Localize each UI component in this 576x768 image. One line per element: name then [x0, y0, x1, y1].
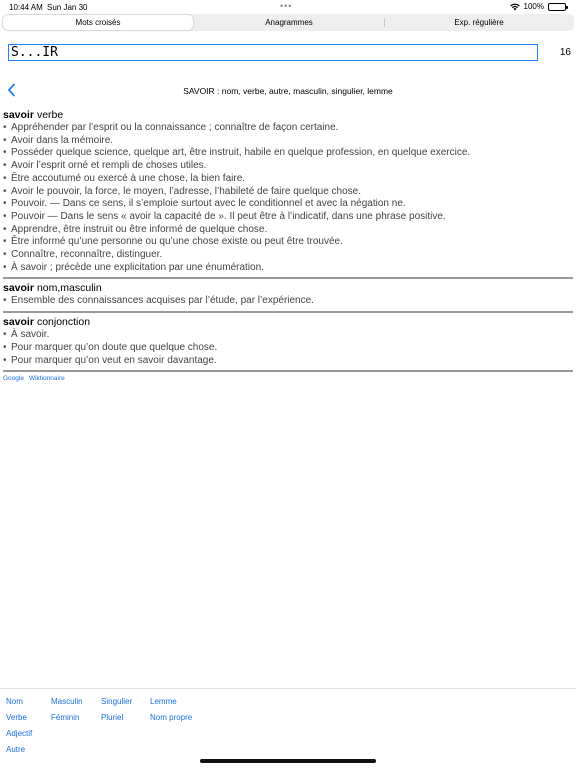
definition-item: [3, 160, 573, 173]
definition-item: [3, 355, 573, 368]
result-count: 16: [559, 47, 571, 58]
filter-verbe[interactable]: Verbe: [6, 713, 27, 722]
word-title-word: SAVOIR: [183, 86, 215, 96]
tab-anagrammes[interactable]: Anagrammes: [265, 18, 313, 27]
filter-lemme[interactable]: Lemme: [150, 697, 177, 706]
status-time: 10:44 AM: [9, 3, 43, 12]
definition-item: [3, 135, 573, 148]
entry-headword: savoir: [3, 316, 34, 329]
bullet-icon: •: [3, 341, 7, 353]
multitasking-dots-icon[interactable]: •••: [280, 1, 293, 11]
bullet-icon: •: [3, 210, 7, 222]
filter-feminin[interactable]: Féminin: [51, 713, 80, 722]
definition-text: Ensemble des connaissances acquises par l’étude, par l’expérience.: [11, 295, 314, 307]
entry-pos: verbe: [36, 109, 64, 121]
wiktionary-link[interactable]: Wiktionnaire: [28, 375, 65, 383]
definition-text: Avoir dans la mémoire.: [11, 134, 114, 146]
bullet-icon: •: [3, 185, 7, 197]
definition-text: Pouvoir — Dans le sens « avoir la capacité de ». Il peut être à l’indicatif, dans une phrase positive.: [11, 210, 446, 222]
definition-text: Connaître, reconnaître, distinguer.: [11, 249, 163, 261]
filter-nom[interactable]: Nom: [6, 697, 23, 706]
definition-text: Pouvoir. — Dans ce sens, il s’emploie surtout avec le conditionnel et avec la négation ne.: [11, 198, 406, 210]
bullet-icon: •: [3, 198, 7, 210]
bullet-icon: •: [3, 249, 7, 261]
filter-adjectif[interactable]: Adjectif: [6, 729, 33, 738]
filter-pluriel[interactable]: Pluriel: [101, 713, 124, 722]
definition-item: [3, 342, 573, 355]
battery-percent: 100%: [523, 2, 544, 11]
filter-autre[interactable]: Autre: [6, 745, 26, 754]
definition-text: Pour marquer qu’on doute que quelque chose.: [11, 341, 218, 353]
definition-item: [3, 329, 573, 342]
bullet-icon: •: [3, 223, 7, 235]
entry-verbe: [3, 109, 573, 279]
definition-item: [3, 236, 573, 249]
definition-item: [3, 147, 573, 160]
definition-text: Avoir l’esprit orné et rempli de choses utiles.: [11, 160, 207, 172]
filter-nom-propre[interactable]: Nom propre: [150, 713, 193, 722]
entry-pos: conjonction: [36, 316, 91, 329]
definition-item: [3, 173, 573, 186]
tab-mots-croises[interactable]: Mots croisés: [3, 15, 193, 30]
status-date: Sun Jan 30: [47, 3, 88, 12]
bullet-icon: •: [3, 147, 7, 159]
entry-heading: [3, 282, 573, 295]
definition-item: [3, 295, 573, 308]
definition-text: Apprendre, être instruit ou être informé de quelque chose.: [11, 223, 268, 235]
entry-heading: [3, 109, 573, 122]
entry-conjonction: [3, 316, 573, 372]
definition-item: [3, 249, 573, 262]
bullet-icon: •: [3, 122, 7, 133]
bullet-icon: •: [3, 295, 7, 307]
definition-item: [3, 224, 573, 237]
battery-icon: [548, 3, 566, 11]
google-link[interactable]: Google: [3, 375, 24, 383]
bullet-icon: •: [3, 172, 7, 184]
definition-item: [3, 198, 573, 211]
definition-text: Avoir le pouvoir, la force, le moyen, l’adresse, l’habileté de faire quelque chose.: [11, 185, 362, 197]
mode-segmented-control: [2, 14, 574, 31]
definition-item: [3, 122, 573, 135]
status-bar: [0, 0, 576, 14]
definition-text: À savoir ; précède une explicitation par une énumération.: [11, 261, 264, 273]
pattern-search-input[interactable]: [8, 44, 538, 61]
definition-text: Pour marquer qu’on veut en savoir davantage.: [11, 354, 217, 366]
definition-text: Posséder quelque science, quelque art, être instruit, habile en quelque profession, en quelque exercice.: [11, 147, 471, 159]
definitions-content: [3, 109, 573, 382]
status-right: [510, 2, 566, 11]
external-links: [3, 375, 573, 382]
tab-expression-reguliere[interactable]: Exp. régulière: [384, 14, 574, 31]
definition-text: Être informé qu’une personne ou qu’une chose existe ou peut être trouvée.: [11, 236, 343, 248]
bullet-icon: •: [3, 261, 7, 273]
bullet-icon: •: [3, 134, 7, 146]
word-title-tags: : nom, verbe, autre, masculin, singulier, lemme: [214, 86, 393, 96]
entry-pos: nom,masculin: [36, 282, 102, 295]
filter-bar-divider: [0, 688, 576, 689]
entry-nom-masculin: [3, 282, 573, 313]
definition-text: Appréhender par l’esprit ou la connaissance ; connaître de façon certaine.: [11, 122, 339, 133]
bullet-icon: •: [3, 160, 7, 172]
word-title: [0, 86, 576, 96]
definition-item: [3, 186, 573, 199]
definition-item: [3, 211, 573, 224]
entry-headword: savoir: [3, 109, 34, 121]
entry-heading: [3, 316, 573, 329]
filter-masculin[interactable]: Masculin: [51, 697, 83, 706]
bullet-icon: •: [3, 354, 7, 366]
filter-singulier[interactable]: Singulier: [101, 697, 133, 706]
bullet-icon: •: [3, 236, 7, 248]
bullet-icon: •: [3, 329, 7, 341]
definition-item: [3, 262, 573, 275]
definition-text: Être accoutumé ou exercé à une chose, la bien faire.: [11, 172, 246, 184]
entry-headword: savoir: [3, 282, 34, 295]
wifi-icon: [510, 3, 520, 11]
home-indicator[interactable]: [200, 759, 376, 763]
definition-text: À savoir.: [11, 329, 50, 341]
